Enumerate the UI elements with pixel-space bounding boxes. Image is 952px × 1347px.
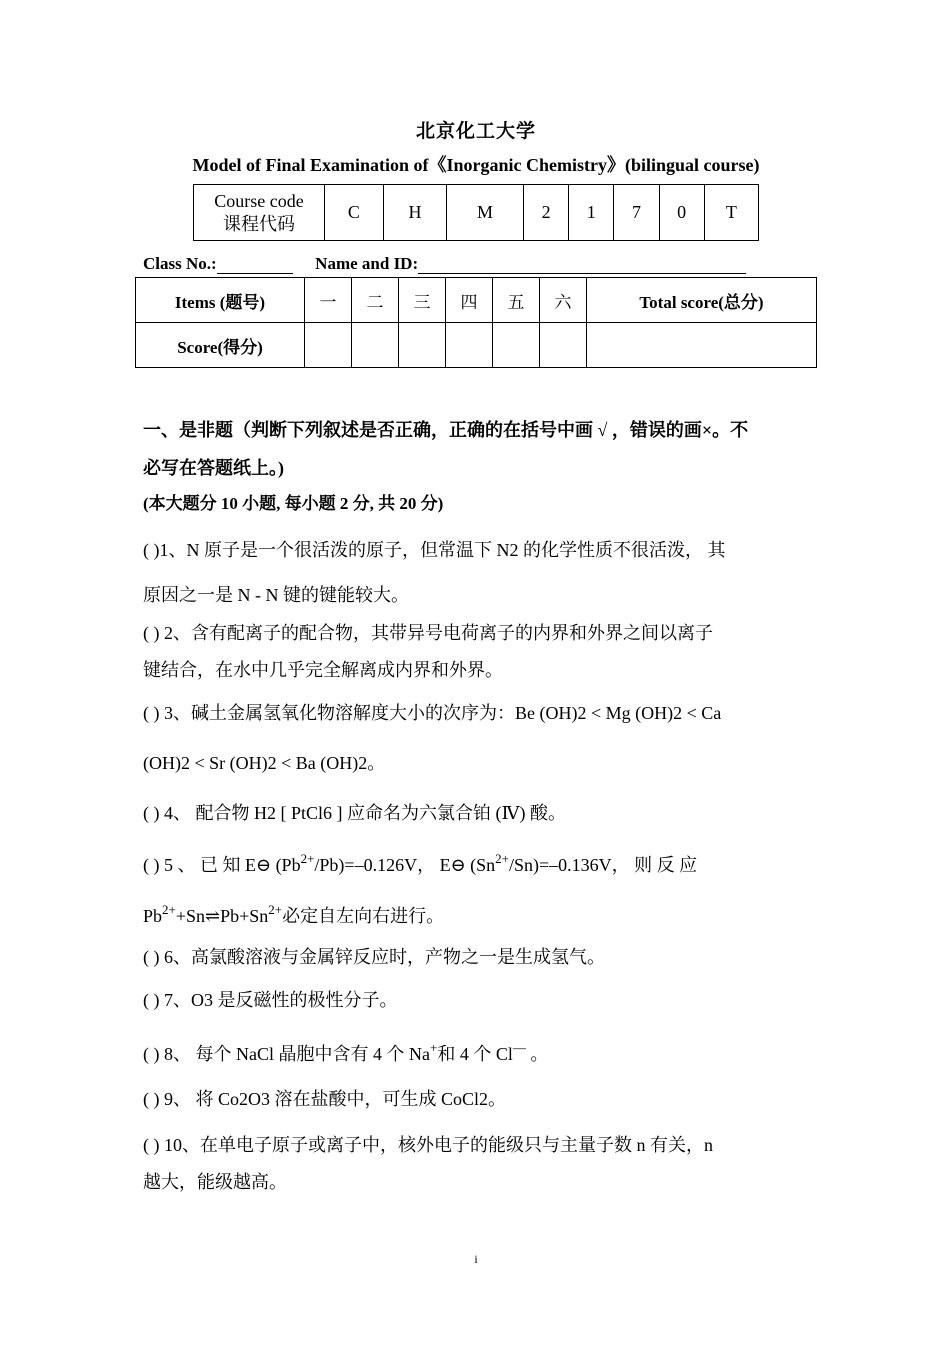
- q5-charge: 2+: [495, 851, 510, 866]
- question-10-line2: 越大，能级越高。: [143, 1172, 287, 1192]
- class-no-label: Class No.:: [143, 254, 217, 273]
- q5-charge: 2+: [300, 851, 315, 866]
- q8-part: ( ) 8、 每个 NaCl 晶胞中含有 4 个 Na: [143, 1044, 430, 1064]
- q5-part: 必定自左向右进行。: [282, 906, 445, 926]
- item-col-1: 一: [305, 278, 352, 323]
- score-cell[interactable]: [305, 323, 352, 368]
- score-table: [135, 277, 817, 368]
- course-code-char: C: [325, 185, 384, 241]
- score-cell[interactable]: [352, 323, 399, 368]
- course-code-char: H: [383, 185, 446, 241]
- question-3-line2: (OH)2 < Sr (OH)2 < Ba (OH)2。: [143, 753, 386, 773]
- items-label: Items (题号): [136, 278, 305, 323]
- score-label: Score(得分): [136, 323, 305, 368]
- section1-heading-line1: 一、是非题（判断下列叙述是否正确，正确的在括号中画 √ ，错误的画×。不: [143, 420, 749, 440]
- total-score-cell[interactable]: [587, 323, 817, 368]
- q5-charge: 2+: [268, 902, 283, 917]
- q5-part: /Pb)=–0.126V， E⊖ (Sn: [314, 855, 496, 875]
- item-col-3: 三: [399, 278, 446, 323]
- q5-part: Pb: [143, 906, 163, 926]
- score-cell[interactable]: [399, 323, 446, 368]
- course-code-label: [194, 185, 325, 241]
- item-col-6: 六: [540, 278, 587, 323]
- course-code-char: 7: [614, 185, 659, 241]
- q8-charge: —: [512, 1040, 526, 1055]
- name-id-label: Name and ID:: [315, 254, 419, 273]
- item-col-5: 五: [493, 278, 540, 323]
- question-1-line2: 原因之一是 N - N 键的键能较大。: [143, 585, 409, 605]
- question-2-line2: 键结合，在水中几乎完全解离成内界和外界。: [143, 660, 503, 680]
- name-id-field[interactable]: [418, 255, 746, 274]
- course-code-label-cn: 课程代码: [223, 213, 295, 234]
- exam-title: Model of Final Examination of《Inorganic Chemistry》(bilingual course): [192, 155, 760, 175]
- item-col-4: 四: [446, 278, 493, 323]
- question-9: ( ) 9、 将 Co2O3 溶在盐酸中，可生成 CoCl2。: [143, 1089, 507, 1109]
- q5-charge: 2+: [162, 902, 176, 917]
- total-score-label: Total score(总分): [587, 278, 817, 323]
- class-no-field[interactable]: [217, 255, 293, 274]
- score-cell[interactable]: [446, 323, 493, 368]
- course-code-char: M: [447, 185, 524, 241]
- q5-part: +Sn⇌Pb+Sn: [175, 906, 269, 926]
- student-info-line: [143, 254, 746, 274]
- q5-part: ( ) 5 、 已 知 E⊖ (Pb: [143, 855, 301, 875]
- question-5-line1: [143, 851, 811, 877]
- section1-points: (本大题分 10 小题, 每小题 2 分, 共 20 分): [143, 494, 444, 513]
- question-2-line1: ( ) 2、含有配离子的配合物，其带异号电荷离子的内界和外界之间以离子: [143, 623, 713, 643]
- question-5-line2: [143, 902, 811, 928]
- q8-charge: +: [429, 1040, 438, 1055]
- course-code-char: 2: [523, 185, 568, 241]
- page-number: i: [474, 1252, 478, 1266]
- question-10-line1: ( ) 10、在单电子原子或离子中，核外电子的能级只与主量子数 n 有关，n: [143, 1135, 713, 1155]
- question-3-line1: ( ) 3、碱土金属氢氧化物溶解度大小的次序为：Be (OH)2 < Mg (OH)2 < Ca: [143, 703, 722, 723]
- q5-part: /Sn)=–0.136V， 则 反 应: [509, 855, 698, 875]
- question-1-line1: ( )1、N 原子是一个很活泼的原子，但常温下 N2 的化学性质不很活泼， 其: [143, 540, 726, 560]
- question-4: ( ) 4、 配合物 H2 [ PtCl6 ] 应命名为六氯合铂 (Ⅳ) 酸。: [143, 803, 566, 823]
- score-cell[interactable]: [540, 323, 587, 368]
- course-code-label-en: Course code: [214, 190, 304, 211]
- question-8: [143, 1040, 811, 1066]
- question-7: ( ) 7、O3 是反磁性的极性分子。: [143, 990, 398, 1010]
- score-cell[interactable]: [493, 323, 540, 368]
- section1-heading-line2: 必写在答题纸上。): [143, 458, 284, 478]
- course-code-table: [193, 184, 759, 241]
- q8-part: 。: [525, 1044, 549, 1064]
- q8-part: 和 4 个 Cl: [437, 1044, 513, 1064]
- course-code-char: T: [704, 185, 758, 241]
- university-title: 北京化工大学: [415, 121, 536, 142]
- course-code-char: 0: [659, 185, 704, 241]
- item-col-2: 二: [352, 278, 399, 323]
- course-code-char: 1: [569, 185, 614, 241]
- question-6: ( ) 6、高氯酸溶液与金属锌反应时，产物之一是生成氢气。: [143, 947, 605, 967]
